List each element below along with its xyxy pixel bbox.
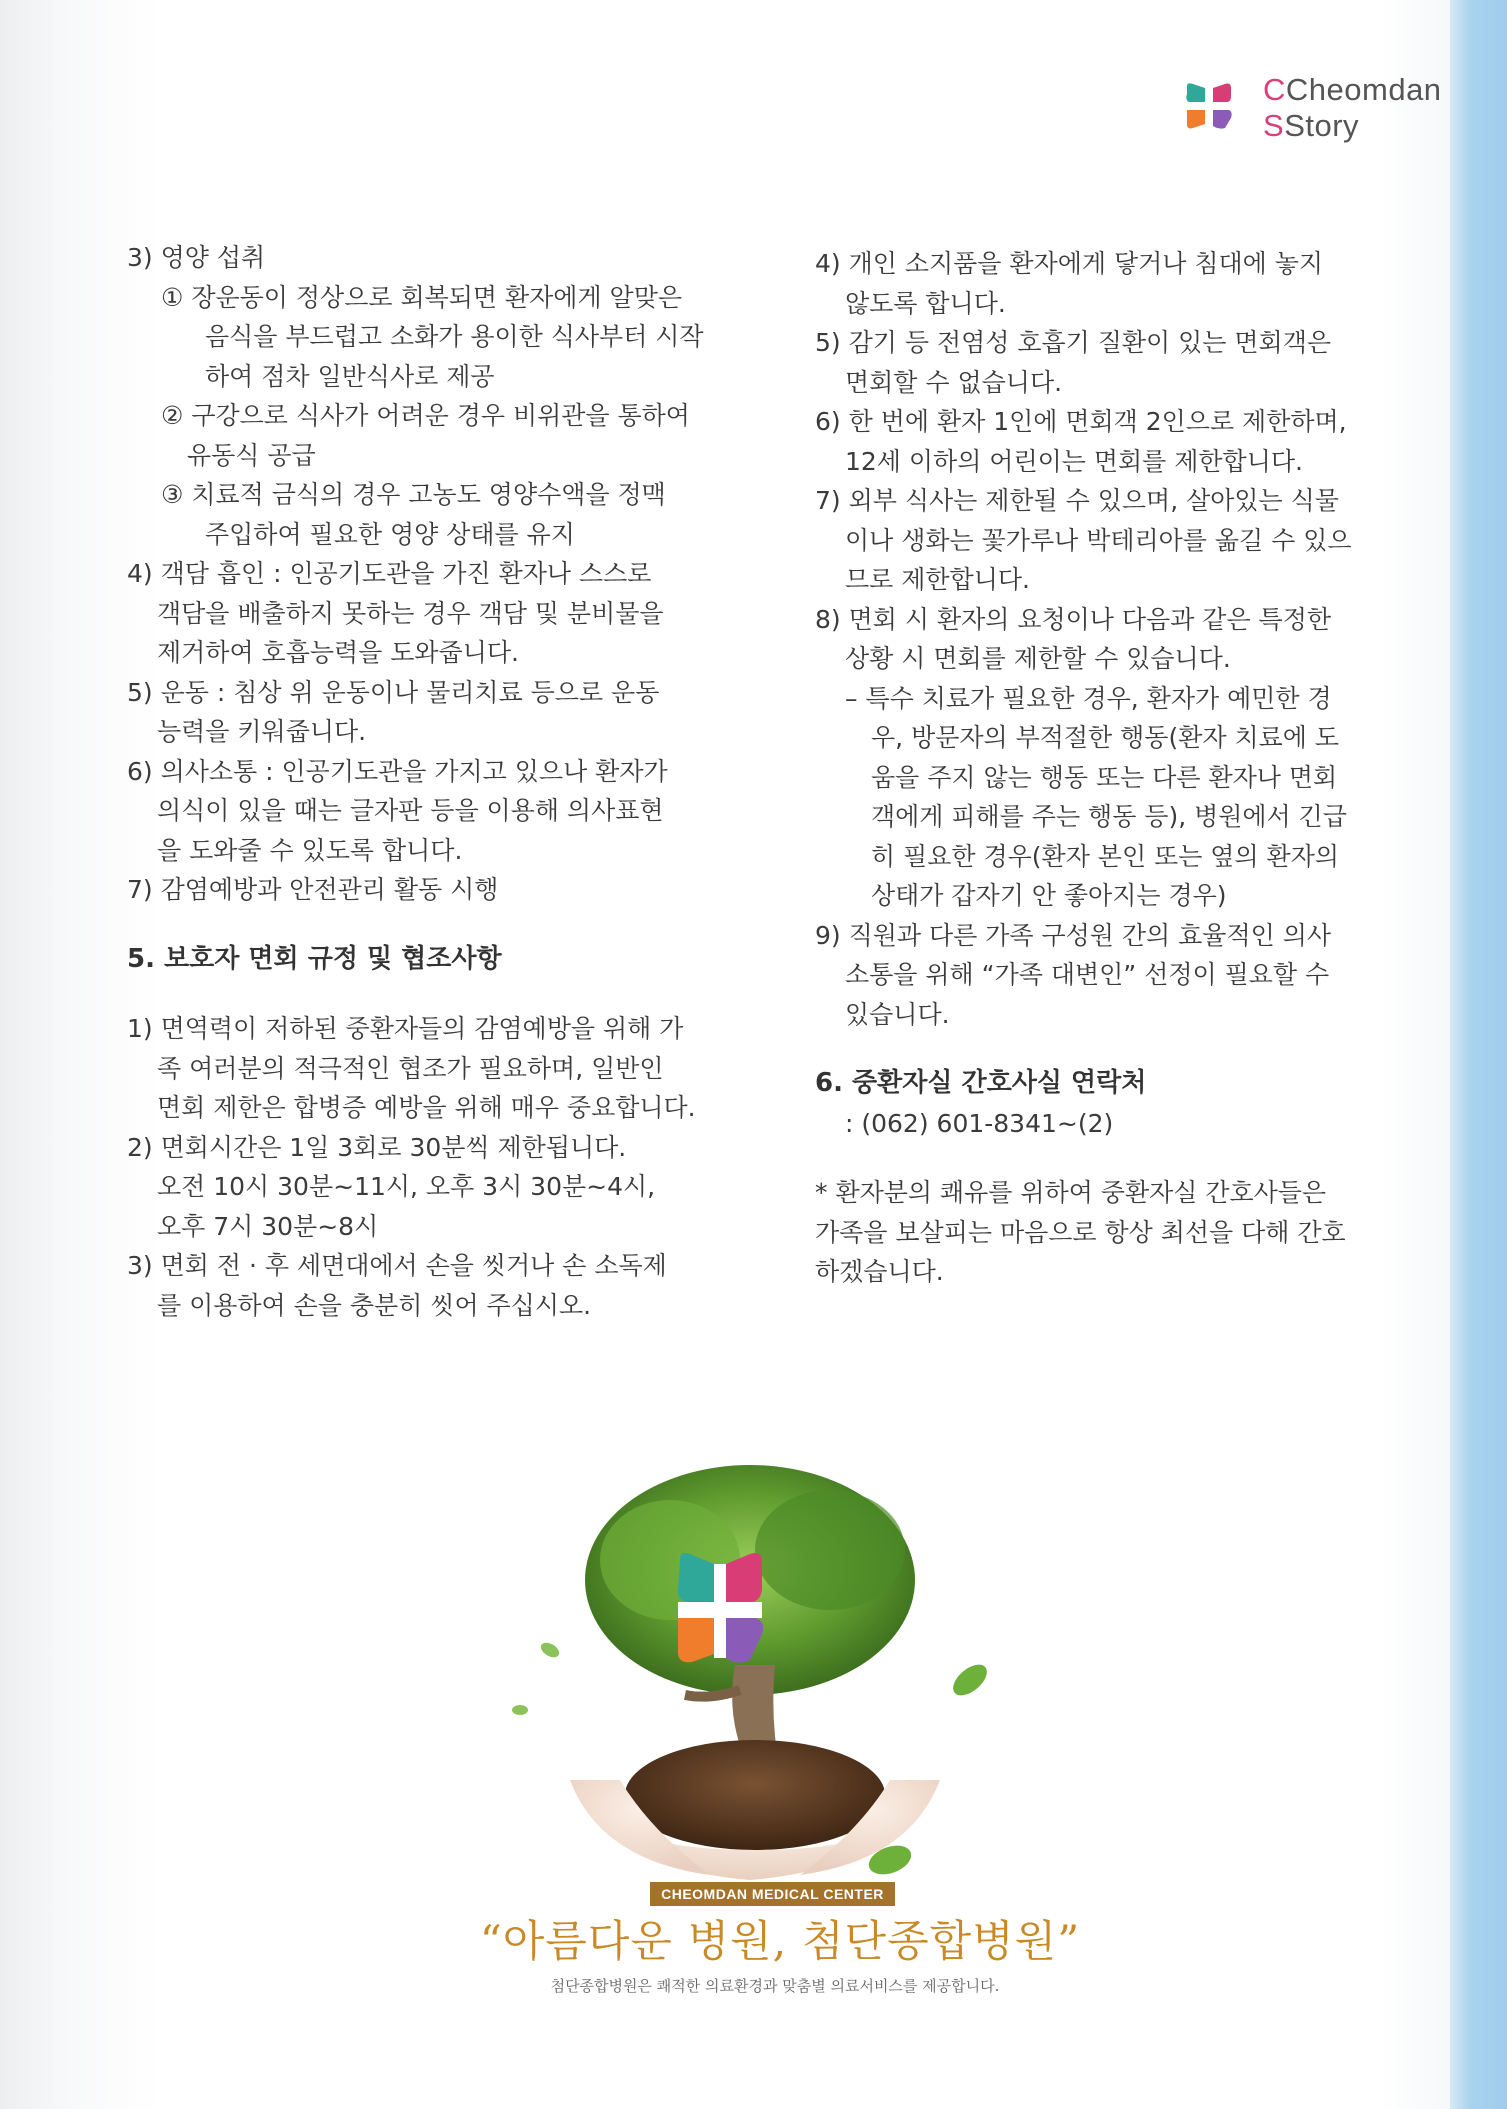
text-line: 유동식 공급 xyxy=(187,440,316,470)
right-column xyxy=(815,244,1415,1292)
left-column xyxy=(127,238,767,1325)
text-line: 를 이용하여 손을 충분히 씻어 주십시오. xyxy=(157,1290,592,1320)
text-line: 객담을 배출하지 못하는 경우 객담 및 분비물을 xyxy=(157,598,664,628)
text-line: 3) 영양 섭취 xyxy=(127,243,266,272)
text-line: 3) 면회 전 · 후 세면대에서 손을 씻거나 손 소독제 xyxy=(127,1251,667,1280)
text-line: 상황 시 면회를 제한할 수 있습니다. xyxy=(845,644,1231,673)
text-line: 족 여러분의 적극적인 협조가 필요하며, 일반인 xyxy=(157,1053,664,1083)
text-line: 1) 면역력이 저하된 중환자들의 감염예방을 위해 가 xyxy=(127,1014,684,1043)
text-line: 면회할 수 없습니다. xyxy=(845,367,1063,397)
text-line: 5) 운동 : 침상 위 운동이나 물리치료 등으로 운동 xyxy=(127,677,660,707)
brand-second-word: Story xyxy=(1284,108,1360,143)
text-line: 6) 한 번에 환자 1인에 면회객 2인으로 제한하며, xyxy=(815,407,1347,436)
visiting-rules-list xyxy=(127,1009,767,1325)
text-line: 7) 외부 식사는 제한될 수 있으며, 살아있는 식물 xyxy=(815,486,1339,515)
text-line: ③ 치료적 금식의 경우 고농도 영양수액을 정맥 xyxy=(161,480,666,509)
visiting-rules-list-continued xyxy=(815,244,1415,1034)
brand-logo xyxy=(1183,70,1442,150)
hospital-tagline: “아름다운 병원, 첨단종합병원” xyxy=(479,1917,1081,1967)
text-line: 12세 이하의 어린이는 면회를 제한합니다. xyxy=(845,446,1303,476)
text-line: 하여 점차 일반식사로 제공 xyxy=(205,361,495,391)
text-line: 오후 7시 30분~8시 xyxy=(157,1211,379,1241)
text-line: 5) 감기 등 전염성 호흡기 질환이 있는 면회객은 xyxy=(815,328,1331,357)
text-line: 이나 생화는 꽃가루나 박테리아를 옮길 수 있으 xyxy=(845,525,1352,555)
text-line: 오전 10시 30분~11시, 오후 3시 30분~4시, xyxy=(157,1172,656,1201)
text-line: * 환자분의 쾌유를 위하여 중환자실 간호사들은 xyxy=(815,1178,1327,1207)
cross-logo-icon xyxy=(1183,80,1235,132)
brand-first-word: Cheomdan xyxy=(1285,72,1442,107)
tree-in-hands-icon xyxy=(450,1450,1100,1890)
text-line: 음식을 부드럽고 소화가 용이한 식사부터 시작 xyxy=(205,322,704,351)
text-line: ② 구강으로 식사가 어려운 경우 비위관을 통하여 xyxy=(161,401,690,430)
text-line: 않도록 합니다. xyxy=(845,288,1006,318)
text-line: 7) 감염예방과 안전관리 활동 시행 xyxy=(127,875,499,904)
text-line: 히 필요한 경우(환자 본인 또는 옆의 환자의 xyxy=(871,841,1339,871)
section5-heading: 5. 보호자 면회 규정 및 협조사항 xyxy=(127,943,502,974)
text-line: 가족을 보살피는 마음으로 항상 최선을 다해 간호 xyxy=(815,1217,1346,1247)
text-line: – 특수 치료가 필요한 경우, 환자가 예민한 경 xyxy=(845,683,1332,713)
text-line: 8) 면회 시 환자의 요청이나 다음과 같은 특정한 xyxy=(815,604,1331,634)
text-line: 있습니다. xyxy=(845,999,950,1029)
hospital-subtagline: 첨단종합병원은 쾌적한 의료환경과 맞춤별 의료서비스를 제공합니다. xyxy=(550,1977,1000,1995)
text-line: 9) 직원과 다른 가족 구성원 간의 효율적인 의사 xyxy=(815,920,1331,950)
text-line: 객에게 피해를 주는 행동 등), 병원에서 긴급 xyxy=(871,802,1347,831)
page-edge-strip xyxy=(1450,0,1507,2109)
section6-heading: 6. 중환자실 간호사실 연락처 xyxy=(815,1068,1147,1098)
text-line: 상태가 갑자기 안 좋아지는 경우) xyxy=(871,881,1227,910)
text-line: 제거하여 호흡능력을 도와줍니다. xyxy=(157,638,519,667)
brand-name: CCheomdan SStory xyxy=(1263,72,1442,143)
care-list xyxy=(127,238,767,910)
text-line: 을 도와줄 수 있도록 합니다. xyxy=(157,835,463,865)
center-name-banner: CHEOMDAN MEDICAL CENTER xyxy=(650,1882,895,1906)
text-line: 므로 제한합니다. xyxy=(845,565,1030,594)
text-line: 소통을 위해 “가족 대변인” 선정이 필요할 수 xyxy=(845,960,1330,989)
text-line: 의식이 있을 때는 글자판 등을 이용해 의사표현 xyxy=(157,796,664,825)
text-line: 능력을 키워줍니다. xyxy=(157,717,367,746)
text-line: 하겠습니다. xyxy=(815,1257,944,1286)
text-line: 주입하여 필요한 영양 상태를 유지 xyxy=(205,519,575,549)
text-line: 2) 면회시간은 1일 3회로 30분씩 제한됩니다. xyxy=(127,1132,627,1162)
text-line: 우, 방문자의 부적절한 행동(환자 치료에 도 xyxy=(871,723,1339,752)
contact-phone: : (062) 601-8341~(2) xyxy=(845,1108,1114,1138)
closing-note xyxy=(815,1173,1415,1292)
text-line: 6) 의사소통 : 인공기도관을 가지고 있으나 환자가 xyxy=(127,756,668,786)
text-line: ① 장운동이 정상으로 회복되면 환자에게 알맞은 xyxy=(161,282,682,312)
text-line: 면회 제한은 합병증 예방을 위해 매우 중요합니다. xyxy=(157,1093,696,1122)
text-line: 4) 객담 흡인 : 인공기도관을 가진 환자나 스스로 xyxy=(127,559,652,588)
text-line: 움을 주지 않는 행동 또는 다른 환자나 면회 xyxy=(871,762,1338,792)
text-line: 4) 개인 소지품을 환자에게 닿거나 침대에 놓지 xyxy=(815,249,1324,278)
